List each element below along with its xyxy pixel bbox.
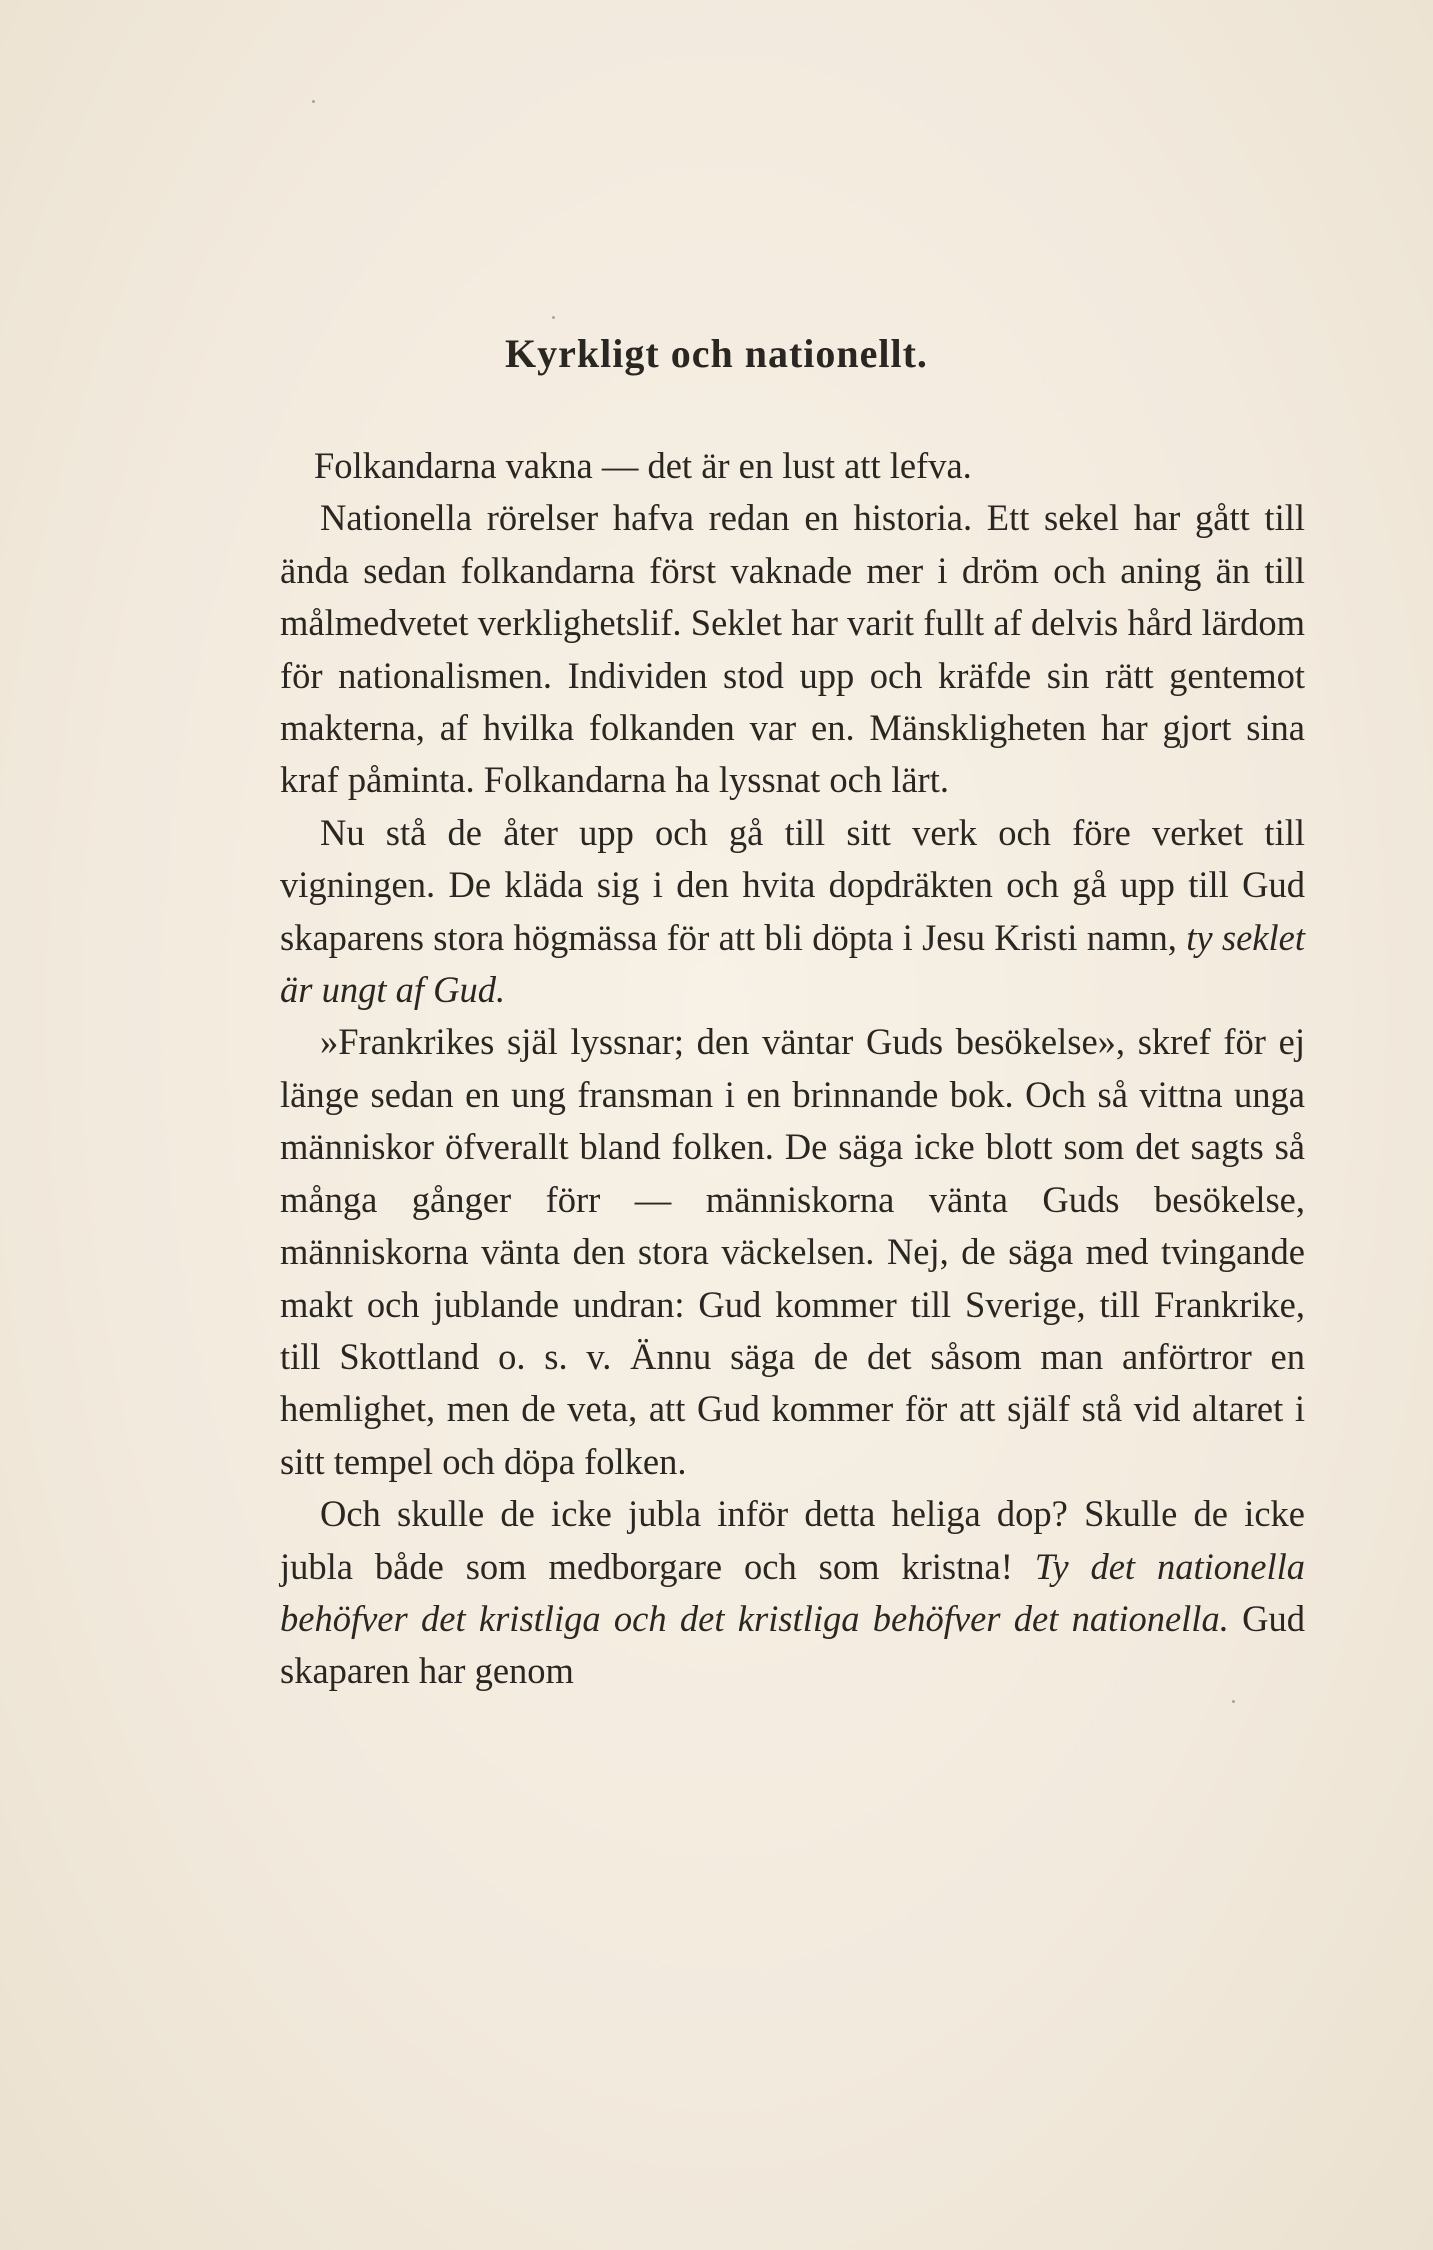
text-run: »Frankrikes själ lyssnar; den väntar Guds besökelse», skref för ej länge sedan en ung fransman i en brinnande bok. Och så vittna unga människor öfverallt bland folken. De säga icke blott som det sagts så många gånger förr — människorna vänta Guds besökelse, människorna vänta den stora väckelsen. Nej, de säga med tvingande makt och jublande undran: Gud kommer till Sverige, till Frankrike, till Skottland o. s. v. Ännu säga de det såsom man anförtror en hemlighet, men de veta, att Gud kommer för att själf stå vid altaret i sitt tempel och döpa folken. <box>280 1021 1305 1482</box>
paragraph <box>280 1016 1305 1488</box>
paper-speck <box>312 100 315 103</box>
paper-speck <box>1232 1700 1235 1703</box>
chapter-title: Kyrkligt och nationellt. <box>505 331 928 376</box>
paragraph <box>280 807 1305 1017</box>
paper-speck <box>552 316 555 319</box>
body-text <box>280 440 1305 1698</box>
text-run: Nu stå de åter upp och gå till sitt verk och före verket till vigningen. De kläda sig i den hvita dopdräkten och gå upp till Gud skaparens stora högmässa för att bli döpta i Jesu Kristi namn, <box>280 811 1305 958</box>
text-run: Nationella rörelser hafva redan en historia. Ett sekel har gått till ända sedan folkandarna först vaknade mer i dröm och aning än till målmedvetet verklighetslif. Seklet har varit fullt af delvis hård lärdom för nationalismen. Individen stod upp och kräfde sin rätt gentemot makterna, af hvilka folkanden var en. Mänskligheten har gjort sina kraf påminta. Folkandarna ha lyssnat och lärt. <box>280 497 1305 801</box>
paragraph <box>280 1488 1305 1698</box>
text-run: Folkandarna vakna — det är en lust att lefva. <box>314 445 972 486</box>
text-run: Gud skaparen har genom <box>280 1597 1305 1692</box>
paragraph <box>280 440 1305 492</box>
italic-text-run: ty seklet är ungt af Gud. <box>280 916 1305 1011</box>
text-run: Och skulle de icke jubla inför detta heliga dop? Skulle de icke jubla både som medborgare och som kristna! <box>280 1493 1305 1587</box>
paragraph <box>280 492 1305 806</box>
italic-text-run: Ty det nationella behöfver det kristliga och det kristliga behöfver det nationella. <box>280 1545 1305 1639</box>
